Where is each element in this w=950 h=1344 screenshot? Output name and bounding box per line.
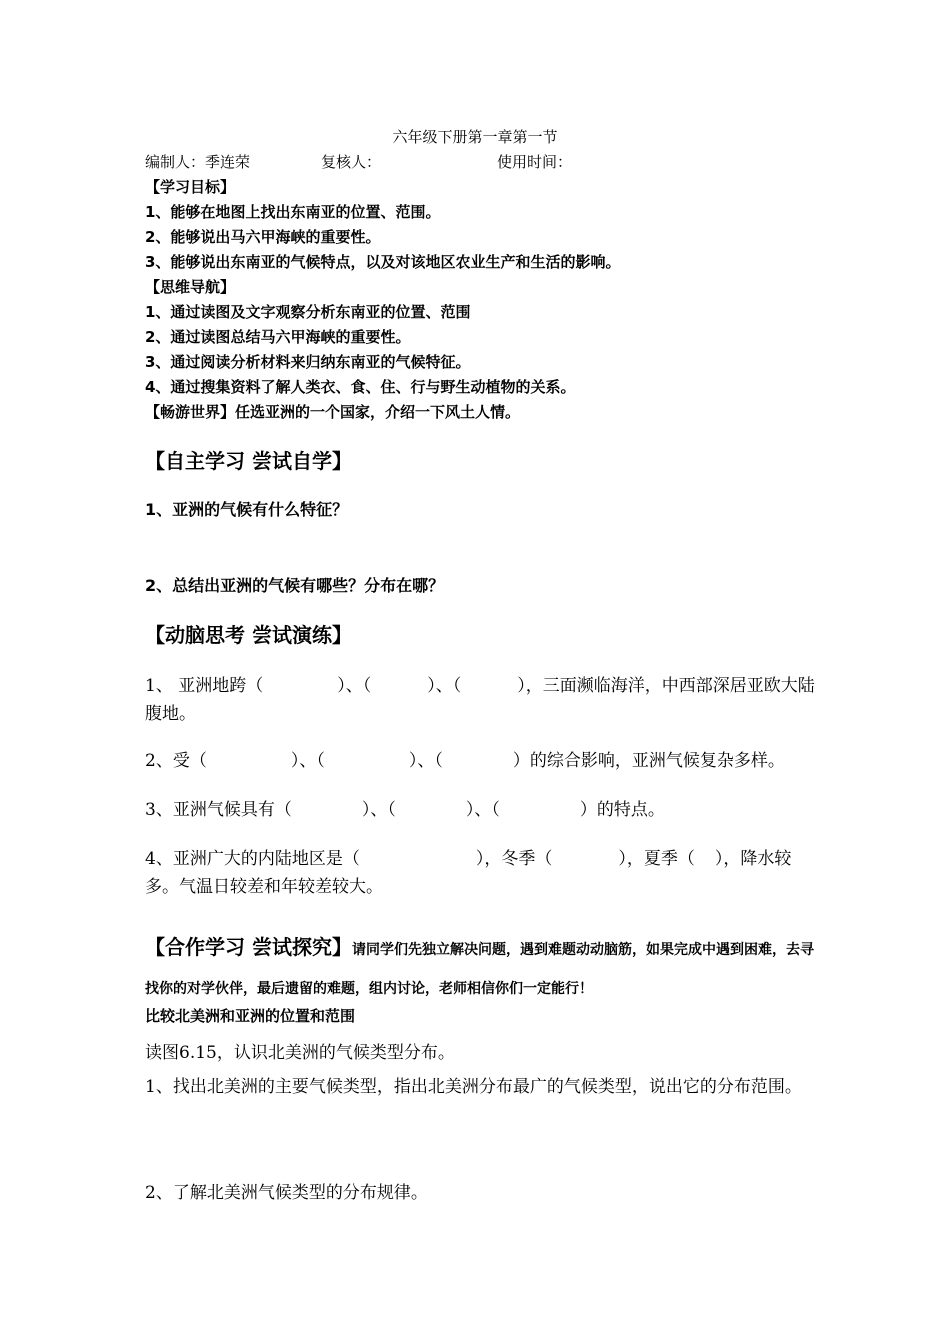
text-segment: ），冬季（ [475,849,553,869]
text-segment: ）、（ [408,751,443,771]
time-label: 使用时间： [497,153,573,171]
thinking-item: 3、通过阅读分析材料来归纳东南亚的气候特征。 [145,353,471,371]
compare-line: 比较北美洲和亚洲的位置和范围 [145,1007,356,1025]
goal-item: 3、能够说出东南亚的气候特点，以及对该地区农业生产和生活的影响。 [145,253,621,271]
coop-q1: 1、找出北美洲的主要气候类型，指出北美洲分布最广的气候类型，说出它的分布范围。 [145,1077,802,1097]
text-segment: ），三面濒临海洋，中西部深居亚欧大陆腹地。 [145,676,815,724]
practice-item-3 [145,796,815,824]
goals-header: 【学习目标】 [145,178,236,196]
practice-item-4 [145,845,815,901]
text-segment: ）、（ [290,751,325,771]
text-segment: ）、（ [465,800,500,820]
text-segment: 3、亚洲气候具有（ [145,800,292,820]
read-line: 读图6.15，认识北美洲的气候类型分布。 [145,1043,455,1063]
thinking-header: 【思维导航】 [145,278,236,296]
text-segment: ）的综合影响，亚洲气候复杂多样。 [512,751,785,771]
practice-item-2 [145,747,815,775]
text-segment: 4、亚洲广大的内陆地区是（ [145,849,360,869]
practice-heading: 【动脑思考 尝试演练】 [145,623,352,647]
goal-item: 1、能够在地图上找出东南亚的位置、范围。 [145,203,441,221]
tour-line: 【畅游世界】任选亚洲的一个国家，介绍一下风土人情。 [145,403,521,421]
goal-item: 2、能够说出马六甲海峡的重要性。 [145,228,381,246]
thinking-item: 1、通过读图及文字观察分析东南亚的位置、范围 [145,303,471,321]
coop-q2: 2、了解北美洲气候类型的分布规律。 [145,1183,428,1203]
self-study-q1: 1、亚洲的气候有什么特征？ [145,500,349,519]
thinking-item: 2、通过读图总结马六甲海峡的重要性。 [145,328,411,346]
text-segment: ）的特点。 [579,800,665,820]
coop-text: 请同学们先独立解决问题，遇到难题动动脑筋，如果完成中遇到困难，去寻找你的对学伙伴，最后遗留的难题，组内讨论，老师相信你们一定能行！ [145,942,814,997]
text-segment: ）、（ [337,676,372,696]
text-segment: ），夏季（ [618,849,695,869]
text-segment: ），降水较多。气温日较差和年较差较大。 [145,849,792,897]
meta-row [145,152,572,172]
document-title: 六年级下册第一章第一节 [392,128,558,146]
self-study-q2: 2、总结出亚洲的气候有哪些？分布在哪？ [145,576,445,595]
coop-section [145,928,815,1008]
self-study-heading: 【自主学习 尝试自学】 [145,449,352,473]
text-segment: 1、 亚洲地跨（ [145,676,264,696]
text-segment: 2、受（ [145,751,207,771]
editor-label: 编制人：季连荣 [145,153,251,171]
thinking-item: 4、通过搜集资料了解人类衣、食、住、行与野生动植物的关系。 [145,378,576,396]
text-segment: ）、（ [427,676,462,696]
coop-heading: 【合作学习 尝试探究】 [145,935,352,959]
reviewer-label: 复核人： [321,153,382,171]
text-segment: ）、（ [361,800,396,820]
practice-item-1 [145,672,815,728]
